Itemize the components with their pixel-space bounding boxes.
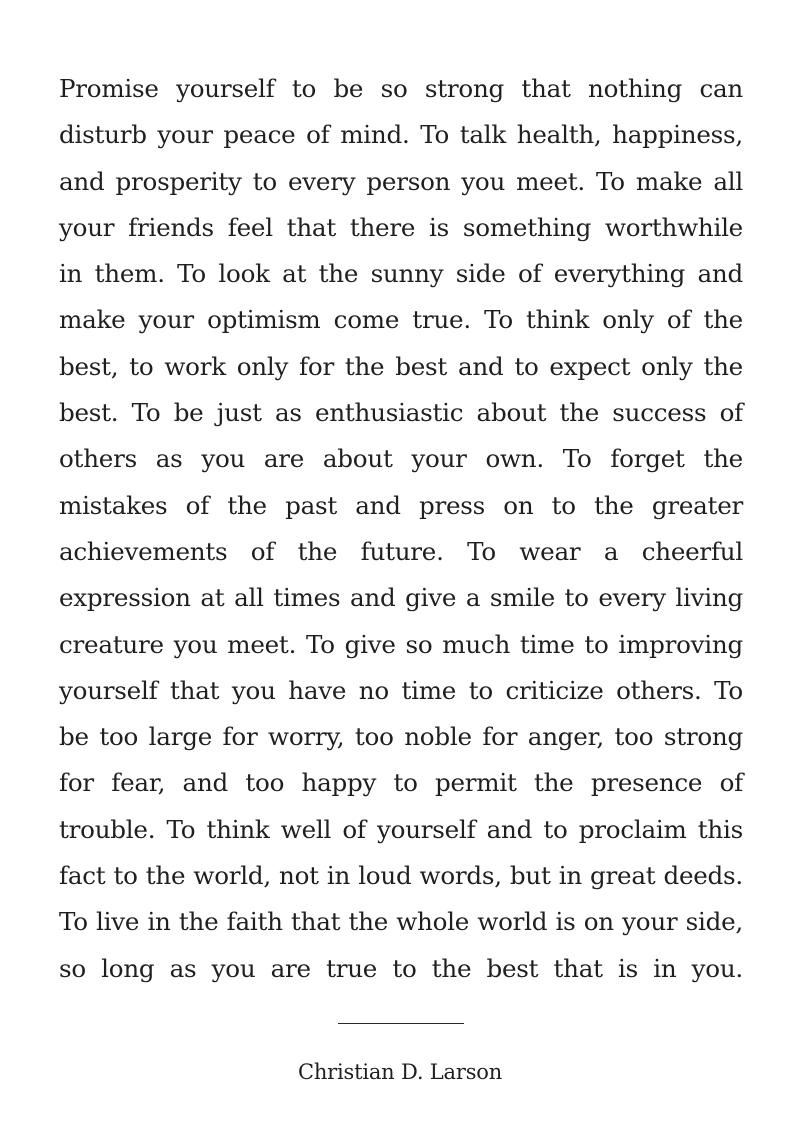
quote-line: trouble. To think well of yourself and to proclaim this [59, 814, 743, 844]
quote-line: Promise yourself to be so strong that nothing can [59, 74, 743, 103]
quote-line: achievements of the future. To wear a cheerful [59, 536, 743, 566]
author-name: Christian D. Larson [297, 1060, 503, 1084]
quote-line: expression at all times and give a smile to every living [59, 583, 743, 613]
quote-line: best, to work only for the best and to expect only the [59, 351, 743, 381]
quote-line: and prosperity to every person you meet. To make all [59, 166, 743, 196]
quote-line: creature you meet. To give so much time to improving [59, 629, 743, 659]
quote-line: in them. To look at the sunny side of everything and [59, 259, 743, 289]
author-divider [338, 1023, 464, 1024]
quote-line: for fear, and too happy to permit the presence of [59, 768, 743, 798]
quote-line: To live in the faith that the whole world is on your side, [59, 907, 743, 937]
quote-line: so long as you are true to the best that is in you. [59, 953, 743, 983]
quote-text-block [59, 66, 743, 992]
quote-line: make your optimism come true. To think only of the [59, 305, 743, 335]
quote-line: disturb your peace of mind. To talk health, happiness, [59, 120, 743, 150]
quote-line: mistakes of the past and press on to the greater [59, 490, 743, 520]
quote-line: your friends feel that there is something worthwhile [59, 212, 743, 242]
quote-line: best. To be just as enthusiastic about the success of [59, 398, 743, 428]
quote-line: be too large for worry, too noble for anger, too strong [59, 722, 743, 752]
quote-line: fact to the world, not in loud words, but in great deeds. [59, 861, 743, 891]
quote-line: yourself that you have no time to criticize others. To [59, 675, 743, 705]
quote-line: others as you are about your own. To forget the [59, 444, 743, 474]
